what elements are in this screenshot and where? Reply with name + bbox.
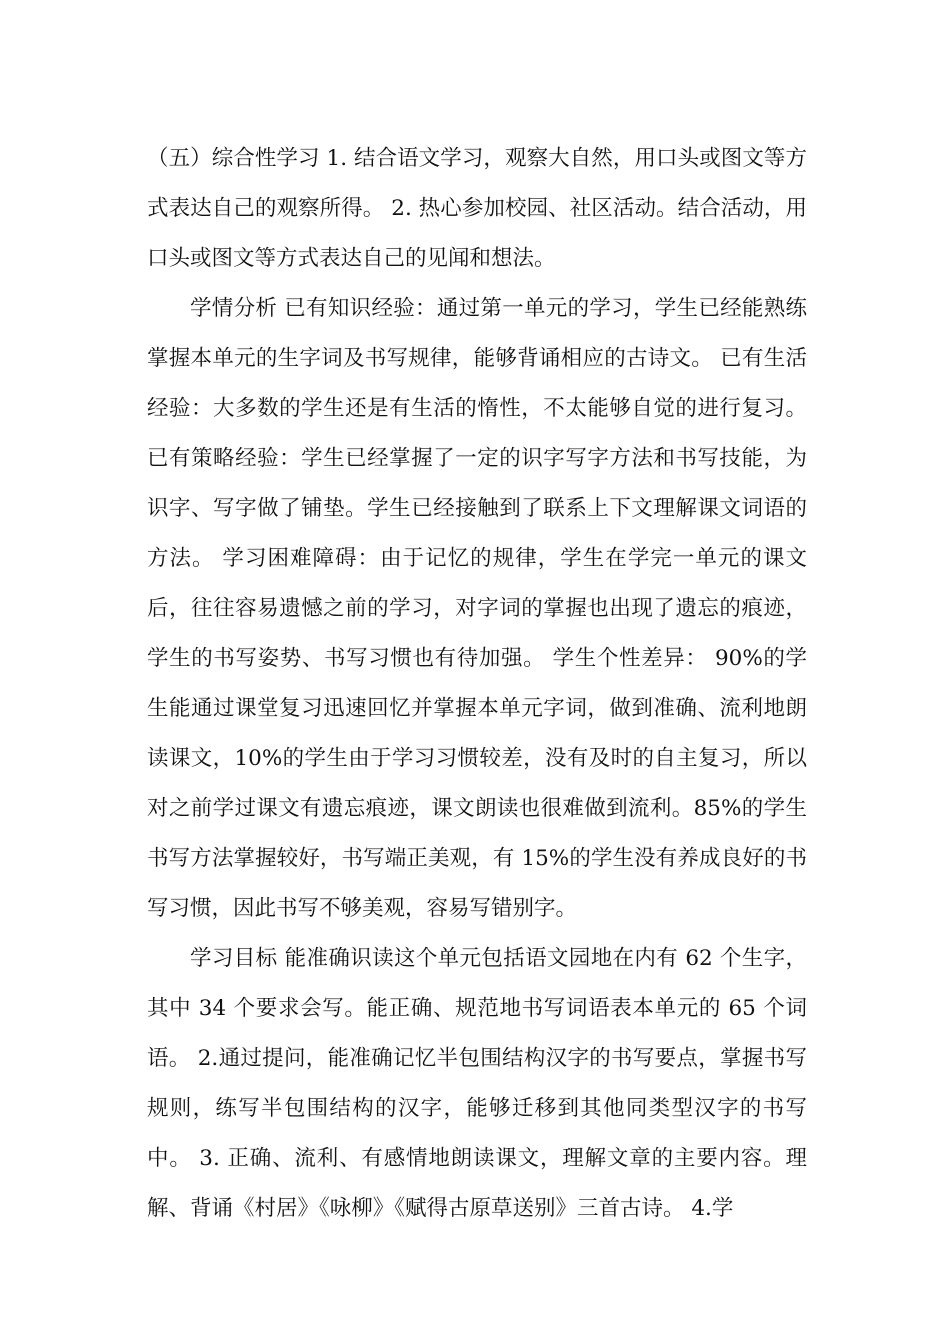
document-body: [147, 134, 807, 1234]
paragraph-learning-analysis: 学情分析 已有知识经验：通过第一单元的学习，学生已经能熟练掌握本单元的生字词及书写规律，能够背诵相应的古诗文。 已有生活经验：大多数的学生还是有生活的惰性，不太能够自觉的进行复习。 已有策略经验：学生已经掌握了一定的识字写字方法和书写技能，为识字、写字做了铺垫。学生已经接触到了联系上下文理解课文词语的方法。 学习困难障碍：由于记忆的规律，学生在学完一单元的课文后，往往容易遗憾之前的学习，对字词的掌握也出现了遗忘的痕迹，学生的书写姿势、书写习惯也有待加强。 学生个性差异： 90%的学生能通过课堂复习迅速回忆并掌握本单元字词，做到准确、流利地朗读课文，10%的学生由于学习习惯较差，没有及时的自主复习，所以对之前学过课文有遗忘痕迹，课文朗读也很难做到流利。85%的学生书写方法掌握较好，书写端正美观，有 15%的学生没有养成良好的书写习惯，因此书写不够美观，容易写错别字。: [147, 296, 807, 921]
paragraph-comprehensive-learning: （五）综合性学习 1. 结合语文学习，观察大自然，用口头或图文等方式表达自己的观察所得。 2. 热心参加校园、社区活动。结合活动，用口头或图文等方式表达自己的见闻和想法。: [147, 146, 807, 271]
paragraph-learning-objectives: 学习目标 能准确识读这个单元包括语文园地在内有 62 个生字，其中 34 个要求会写。能正确、规范地书写词语表本单元的 65 个词语。 2.通过提问，能准确记忆半包围结构汉字的书写要点，掌握书写规则，练写半包围结构的汉字，能够迁移到其他同类型汉字的书写中。 3. 正确、流利、有感情地朗读课文，理解文章的主要内容。理解、背诵《村居》《咏柳》《赋得古原草送别》三首古诗。 4.学: [147, 946, 807, 1221]
